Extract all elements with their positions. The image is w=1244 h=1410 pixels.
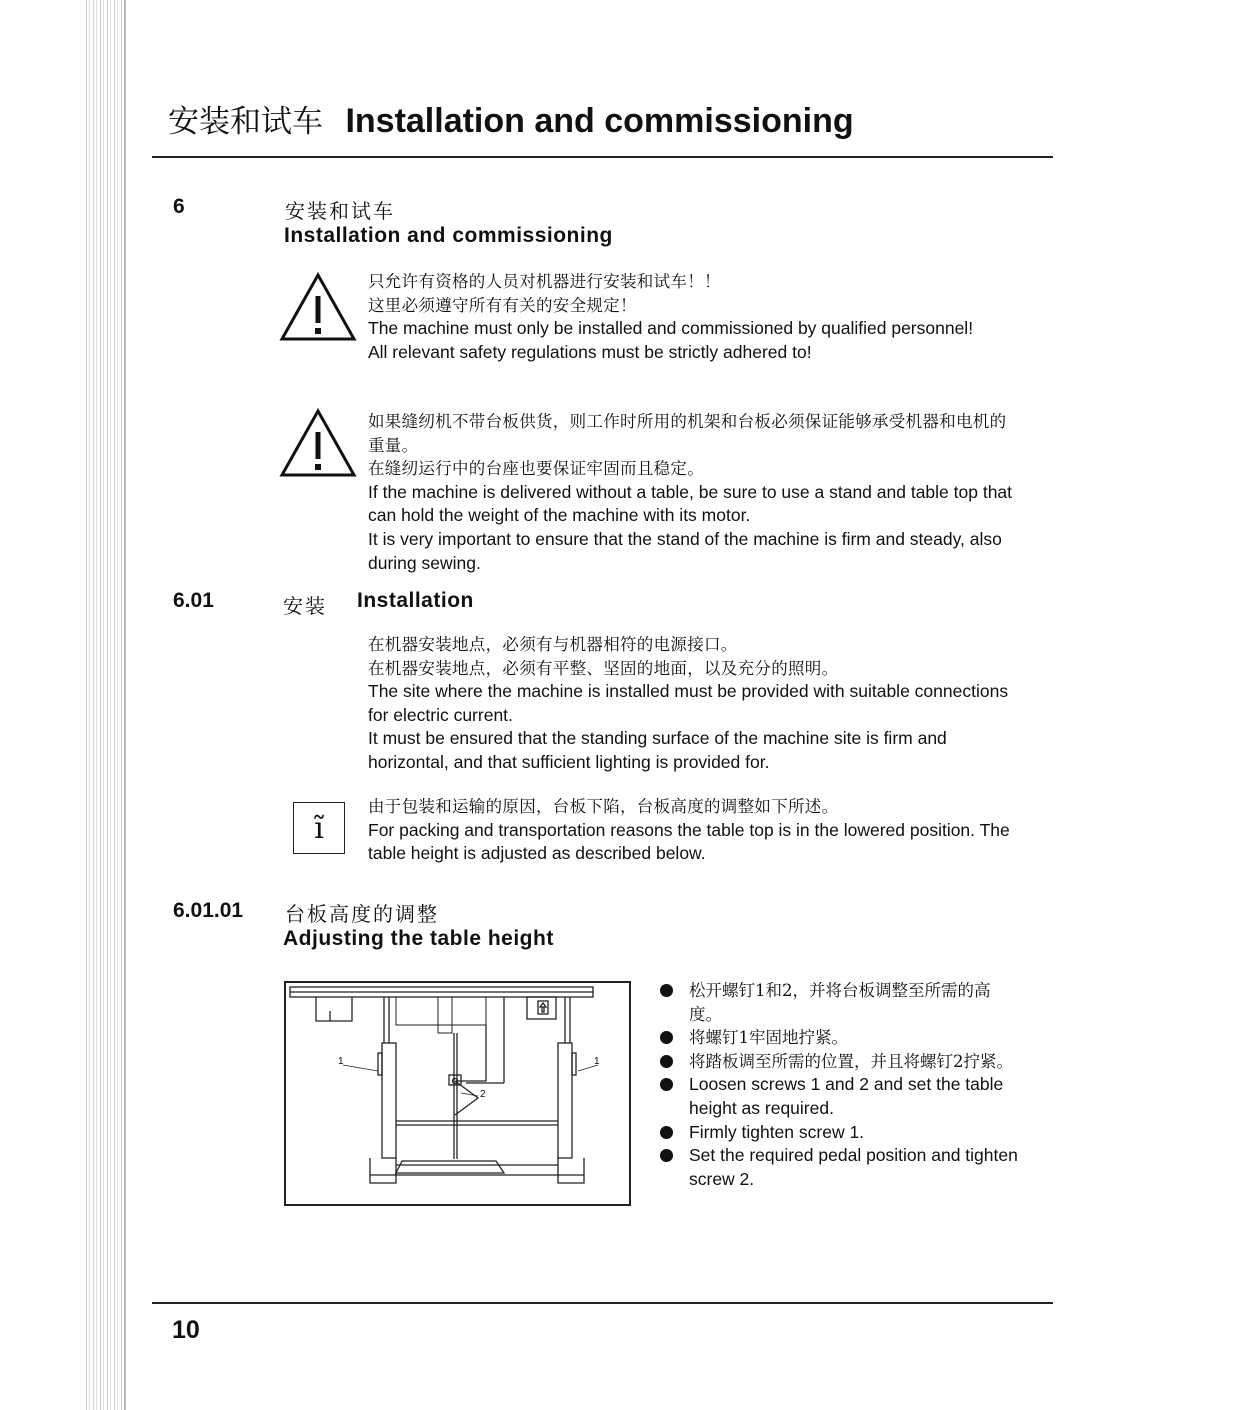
section-6-title-en: Installation and commissioning (284, 224, 613, 247)
section-601-number: 6.01 (173, 589, 214, 612)
warning-2-cn-2: 在缝纫运行中的台座也要保证牢固而且稳定。 (368, 459, 704, 479)
warning-2-cn-1: 如果缝纫机不带台板供货，则工作时所用的机架和台板必须保证能够承受机器和电机的重量。 (368, 412, 1007, 455)
bullet-en-3: Set the required pedal position and tighten screw 2. (689, 1145, 1018, 1189)
installation-en-2: It must be ensured that the standing surface of the machine site is firm and horizontal, and that sufficient lighting is provided for. (368, 728, 947, 772)
installation-cn-1: 在机器安装地点，必须有与机器相符的电源接口。 (368, 635, 738, 654)
installation-body (368, 633, 1018, 775)
info-text (368, 795, 1018, 866)
list-item (660, 1050, 1020, 1074)
warning-2-en-2: It is very important to ensure that the stand of the machine is firm and steady, also during sewing. (368, 528, 1002, 573)
header-rule (152, 156, 1053, 158)
warning-1-cn-2: 这里必须遵守所有有关的安全规定！ (368, 295, 637, 315)
figure-label-screw1-right: 1 (594, 1056, 600, 1067)
warning-2-text (368, 410, 1018, 575)
section-60101-number: 6.01.01 (173, 899, 244, 922)
section-6-number: 6 (173, 195, 185, 218)
table-stand-drawing (286, 983, 629, 1204)
figure-label-screw1-left: 1 (338, 1056, 344, 1067)
table-stand-figure (284, 981, 631, 1206)
installation-en-1: The site where the machine is installed must be provided with suitable connections for electric current. (368, 681, 1009, 725)
list-item (660, 1026, 1020, 1050)
section-6-title-cn: 安装和试车 (285, 199, 395, 223)
info-en-1: For packing and transportation reasons the table top is in the lowered position. The table height is adjusted as described below. (368, 819, 1010, 864)
scan-edge-artifact (86, 0, 128, 1410)
list-item (660, 1144, 1020, 1191)
warning-2-en-1: If the machine is delivered without a table, be sure to use a stand and table top that can hold the weight of the machine with its motor. (368, 481, 1013, 526)
warning-1-en-2: All relevant safety regulations must be strictly adhered to! (368, 341, 812, 362)
instruction-list (660, 979, 1020, 1191)
scan-edge-line (124, 0, 126, 1410)
header-title-en: Installation and commissioning (345, 102, 854, 140)
section-60101-title-en: Adjusting the table height (283, 927, 554, 950)
list-item (660, 1121, 1020, 1145)
warning-icon (279, 408, 357, 478)
bullet-cn-2: 将螺钉1牢固地拧紧。 (689, 1028, 848, 1048)
warning-1-cn-1: 只允许有资格的人员对机器进行安装和试车！！ (368, 272, 721, 291)
warning-1-text (368, 270, 1018, 364)
section-601-title-cn: 安装 (283, 594, 327, 618)
bullet-en-2: Firmly tighten screw 1. (689, 1121, 865, 1142)
info-icon (293, 802, 345, 854)
warning-icon (279, 272, 357, 342)
info-cn-1: 由于包装和运输的原因，台板下陷，台板高度的调整如下所述。 (368, 797, 839, 816)
figure-label-screw2: 2 (480, 1089, 486, 1100)
bullet-cn-3: 将踏板调至所需的位置，并且将螺钉2拧紧。 (689, 1051, 1013, 1071)
installation-cn-2: 在机器安装地点，必须有平整、坚固的地面，以及充分的照明。 (368, 658, 839, 678)
header-title-cn: 安装和试车 (168, 104, 323, 140)
page-number: 10 (172, 1316, 200, 1344)
bullet-en-1: Loosen screws 1 and 2 and set the table height as required. (689, 1074, 1004, 1118)
warning-1-en-1: The machine must only be installed and commissioned by qualified personnel! (368, 318, 974, 339)
list-item (660, 979, 1020, 1026)
info-icon-glyph: ĩ (314, 810, 324, 846)
bullet-cn-1: 松开螺钉1和2，并将台板调整至所需的高度。 (689, 981, 991, 1024)
footer-rule (152, 1302, 1053, 1304)
page-header (168, 96, 854, 141)
section-60101-title-cn: 台板高度的调整 (285, 902, 439, 926)
list-item (660, 1073, 1020, 1120)
section-601-title-en: Installation (357, 589, 474, 612)
